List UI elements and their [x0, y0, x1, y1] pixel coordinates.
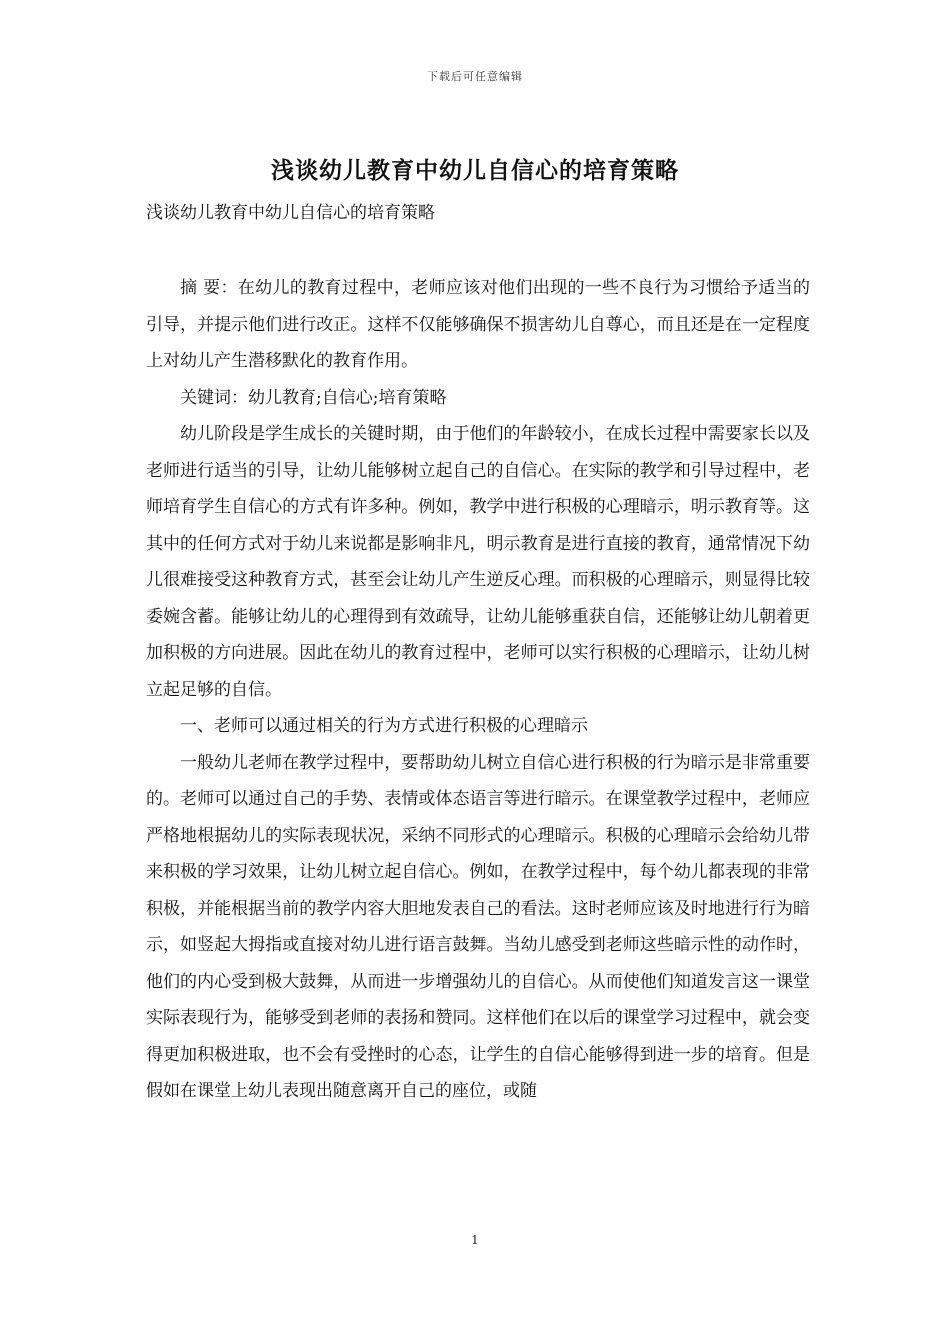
intro-paragraph: 幼儿阶段是学生成长的关键时期，由于他们的年龄较小，在成长过程中需要家长以及老师进行适当的引导，让幼儿能够树立起自己的自信心。在实际的教学和引导过程中，老师培育学生自信心的方式有许多种。例如，教学中进行积极的心理暗示，明示教育等。这其中的任何方式对于幼儿来说都是影响非凡，明示教育是进行直接的教育，通常情况下幼儿很难接受这种教育方式，甚至会让幼儿产生逆反心理。而积极的心理暗示，则显得比较委婉含蓄。能够让幼儿的心理得到有效疏导，让幼儿能够重获自信，还能够让幼儿朝着更加积极的方向进展。因此在幼儿的教育过程中，老师可以实行积极的心理暗示，让幼儿树立起足够的自信。: [146, 424, 810, 700]
section-heading-1: 一、老师可以通过相关的行为方式进行积极的心理暗示: [180, 716, 588, 736]
page-number: 1: [471, 1233, 479, 1247]
abstract-paragraph: 摘 要：在幼儿的教育过程中，老师应该对他们出现的一些不良行为习惯给予适当的引导，并提示他们进行改正。这样不仅能够确保不损害幼儿自尊心，而且还是在一定程度上对幼儿产生潜移默化的教育作用。: [146, 278, 810, 371]
document-body: [146, 270, 810, 1110]
section-1-paragraph: 一般幼儿老师在教学过程中，要帮助幼儿树立自信心进行积极的行为暗示是非常重要的。老师可以通过自己的手势、表情或体态语言等进行暗示。在课堂教学过程中，老师应严格地根据幼儿的实际表现状况，采纳不同形式的心理暗示。积极的心理暗示会给幼儿带来积极的学习效果，让幼儿树立起自信心。例如，在教学过程中，每个幼儿都表现的非常积极，并能根据当前的教学内容大胆地发表自己的看法。这时老师应该及时地进行行为暗示，如竖起大拇指或直接对幼儿进行语言鼓舞。当幼儿感受到老师这些暗示性的动作时，他们的内心受到极大鼓舞，从而进一步增强幼儿的自信心。从而使他们知道发言这一课堂实际表现行为，能够受到老师的表扬和赞同。这样他们在以后的课堂学习过程中，就会变得更加积极进取，也不会有受挫时的心态，让学生的自信心能够得到进一步的培育。但是假如在课堂上幼儿表现出随意离开自己的座位，或随: [146, 752, 810, 1101]
document-subtitle: 浅谈幼儿教育中幼儿自信心的培育策略: [146, 203, 435, 223]
document-title: 浅谈幼儿教育中幼儿自信心的培育策略: [271, 157, 679, 184]
page-header-note: 下载后可任意编辑: [427, 70, 523, 83]
keywords-paragraph: 关键词：幼儿教育;自信心;培育策略: [180, 387, 447, 408]
